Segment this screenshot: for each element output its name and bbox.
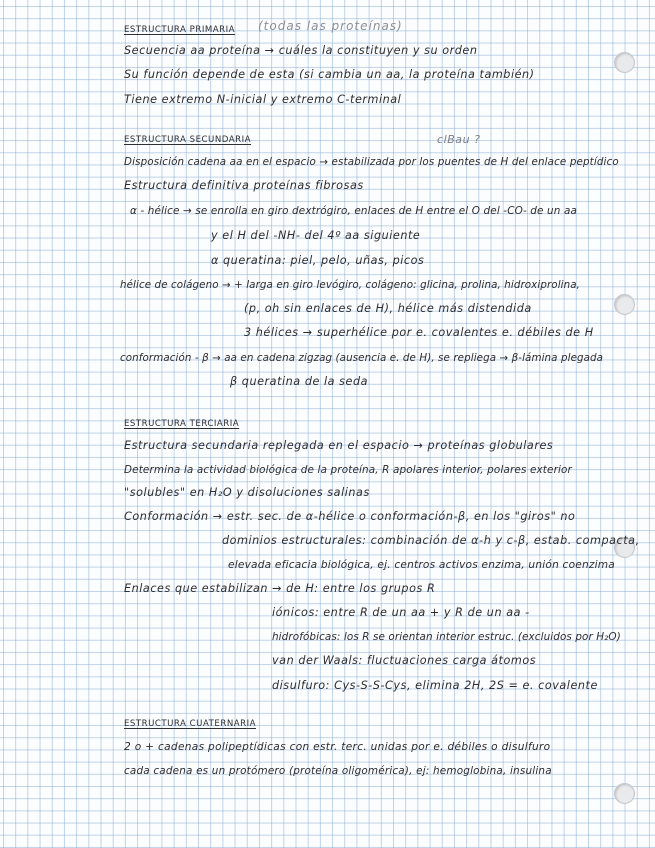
note-line: Disposición cadena aa en el espacio → estabilizada por los puentes de H del enlace peptídico bbox=[124, 156, 619, 168]
note-line: Estructura definitiva proteínas fibrosas bbox=[124, 179, 364, 192]
note-line: van der Waals: fluctuaciones carga átomos bbox=[272, 654, 537, 667]
note-line: cada cadena es un protómero (proteína oligomérica), ej: hemoglobina, insulina bbox=[124, 765, 552, 777]
note-line: α queratina: piel, pelo, uñas, picos bbox=[211, 254, 425, 267]
note-line: Su función depende de esta (si cambia un aa, la proteína también) bbox=[124, 68, 535, 81]
note-line: β queratina de la seda bbox=[230, 375, 369, 388]
binder-hole bbox=[614, 294, 635, 315]
note-line: iónicos: entre R de un aa + y R de un aa - bbox=[272, 606, 530, 619]
note-line: y el H del -NH- del 4º aa siguiente bbox=[211, 229, 421, 242]
margin-note: clBau ? bbox=[437, 133, 481, 146]
note-line: elevada eficacia biológica, ej. centros activos enzima, unión coenzima bbox=[228, 559, 616, 571]
note-line: hélice de colágeno → + larga en giro levógiro, colágeno: glicina, prolina, hidroxiprolina, bbox=[120, 279, 581, 291]
section-heading-primaria: ESTRUCTURA PRIMARIA bbox=[124, 25, 236, 35]
note-line: dominios estructurales: combinación de α-h y c-β, estab. compacta, bbox=[222, 534, 640, 547]
note-line: (p, oh sin enlaces de H), hélice más distendida bbox=[244, 302, 532, 315]
note-line: disulfuro: Cys-S-S-Cys, elimina 2H, 2S = e. covalente bbox=[272, 679, 598, 692]
note-line: "solubles" en H₂O y disoluciones salinas bbox=[124, 486, 370, 499]
note-line: Conformación → estr. sec. de α-hélice o conformación-β, en los "giros" no bbox=[124, 510, 576, 523]
binder-hole bbox=[614, 783, 635, 804]
heading-note: (todas las proteínas) bbox=[258, 19, 403, 33]
note-line: Enlaces que estabilizan → de H: entre los grupos R bbox=[124, 582, 436, 595]
note-line: 2 o + cadenas polipeptídicas con estr. terc. unidas por e. débiles o disulfuro bbox=[124, 741, 551, 753]
section-heading-cuaternaria: ESTRUCTURA CUATERNARIA bbox=[124, 719, 257, 729]
note-line: Tiene extremo N-inicial y extremo C-terminal bbox=[124, 93, 402, 106]
note-line: Determina la actividad biológica de la proteína, R apolares interior, polares exterior bbox=[124, 464, 572, 476]
note-line: 3 hélices → superhélice por e. covalentes e. débiles de H bbox=[244, 326, 594, 339]
section-heading-terciaria: ESTRUCTURA TERCIARIA bbox=[124, 419, 240, 429]
note-line: α - hélice → se enrolla en giro dextrógiro, enlaces de H entre el O del -CO- de un aa bbox=[130, 205, 577, 217]
binder-hole bbox=[614, 52, 635, 73]
note-line: Secuencia aa proteína → cuáles la constituyen y su orden bbox=[124, 44, 478, 57]
note-line: conformación - β → aa en cadena zigzag (ausencia e. de H), se repliega → β-lámina plegada bbox=[120, 352, 604, 364]
note-line: Estructura secundaria replegada en el espacio → proteínas globulares bbox=[124, 439, 554, 452]
section-heading-secundaria: ESTRUCTURA SECUNDARIA bbox=[124, 135, 252, 145]
note-line: hidrofóbicas: los R se orientan interior estruc. (excluidos por H₂O) bbox=[272, 631, 621, 643]
